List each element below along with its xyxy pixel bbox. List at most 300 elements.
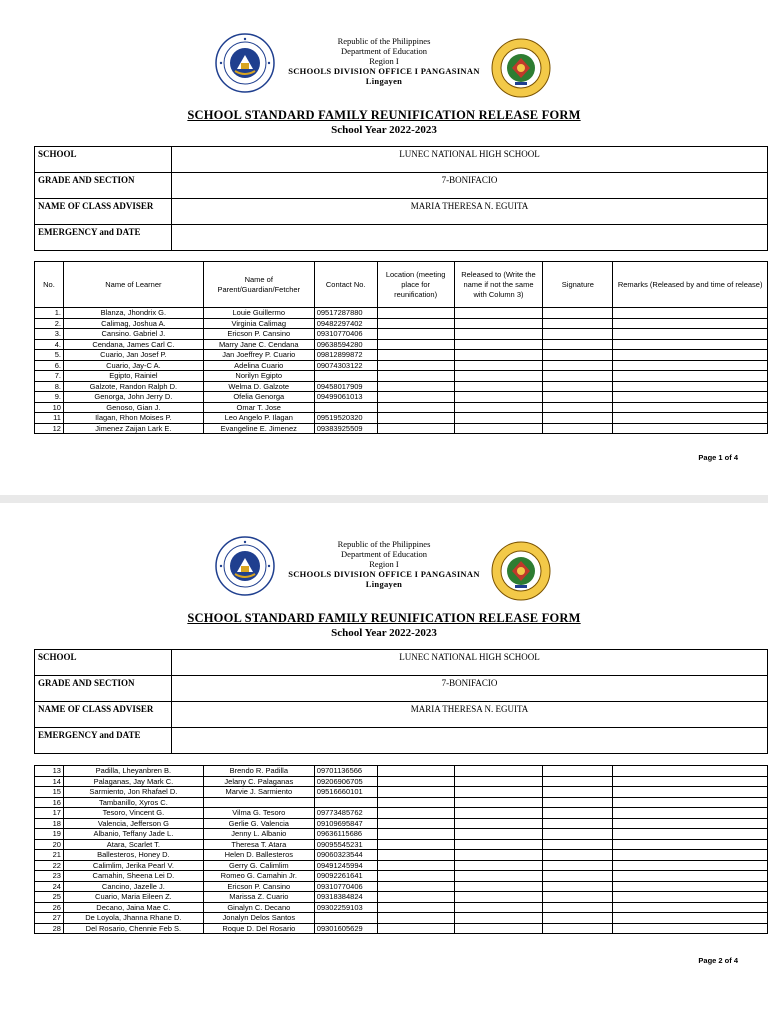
table-row: [35, 381, 768, 392]
signature-cell: [543, 797, 613, 808]
location-cell: [377, 797, 454, 808]
signature-cell: [543, 329, 613, 340]
signature-cell: [543, 860, 613, 871]
parent-name: Theresa T. Atara: [203, 839, 314, 850]
table-row: [35, 371, 768, 382]
adviser-value: MARIA THERESA N. EGUITA: [172, 702, 768, 728]
released-to-cell: [454, 797, 543, 808]
signature-cell: [543, 392, 613, 403]
learner-number: 20: [35, 839, 64, 850]
remarks-cell: [613, 871, 768, 882]
parent-name: Gerry G. Calimlim: [203, 860, 314, 871]
grade-label: GRADE AND SECTION: [35, 676, 172, 702]
adviser-label: NAME OF CLASS ADVISER: [35, 702, 172, 728]
location-cell: [377, 350, 454, 361]
location-cell: [377, 892, 454, 903]
document-page-1: [0, 0, 768, 495]
emergency-value: [172, 225, 768, 251]
signature-cell: [543, 808, 613, 819]
table-row: [35, 892, 768, 903]
remarks-cell: [613, 860, 768, 871]
table-row: [35, 402, 768, 413]
parent-name: Jelany C. Palaganas: [203, 776, 314, 787]
location-cell: [377, 402, 454, 413]
contact-number: 09636115686: [314, 829, 377, 840]
contact-number: 09499061013: [314, 392, 377, 403]
remarks-cell: [613, 808, 768, 819]
header-released-to: Released to (Write the name if not the same with Column 3): [454, 262, 543, 308]
table-row: [35, 776, 768, 787]
parent-name: Louie Guillermo: [203, 308, 314, 319]
header-learner: Name of Learner: [63, 262, 203, 308]
location-cell: [377, 318, 454, 329]
table-row: [35, 923, 768, 934]
document-page-2: [0, 503, 768, 1024]
location-cell: [377, 339, 454, 350]
learner-name: Jimenez Zaijan Lark E.: [63, 423, 203, 434]
learner-name: Egipto, Rainiel: [63, 371, 203, 382]
learner-number: 24: [35, 881, 64, 892]
class-info-table: [34, 649, 768, 754]
learner-name: Tesoro, Vincent G.: [63, 808, 203, 819]
parent-name: Jonalyn Delos Santos: [203, 913, 314, 924]
letterhead: [0, 536, 768, 606]
header-parent: Name of Parent/Guardian/Fetcher: [203, 262, 314, 308]
location-cell: [377, 818, 454, 829]
letterhead-division: SCHOOLS DIVISION OFFICE I PANGASINAN: [288, 66, 480, 76]
location-cell: [377, 329, 454, 340]
remarks-cell: [613, 829, 768, 840]
learner-number: 14: [35, 776, 64, 787]
released-to-cell: [454, 371, 543, 382]
table-row: [35, 808, 768, 819]
released-to-cell: [454, 360, 543, 371]
contact-number: 09701136566: [314, 766, 377, 777]
contact-number: 09074303122: [314, 360, 377, 371]
learner-number: 11: [35, 413, 64, 424]
released-to-cell: [454, 402, 543, 413]
letterhead-country: Republic of the Philippines: [337, 36, 431, 46]
school-value: LUNEC NATIONAL HIGH SCHOOL: [172, 147, 768, 173]
learner-number: 8.: [35, 381, 64, 392]
released-to-cell: [454, 787, 543, 798]
learner-number: 17: [35, 808, 64, 819]
learner-number: 5.: [35, 350, 64, 361]
released-to-cell: [454, 860, 543, 871]
learner-number: 15: [35, 787, 64, 798]
remarks-cell: [613, 923, 768, 934]
remarks-cell: [613, 776, 768, 787]
table-row: [35, 308, 768, 319]
school-row: [35, 650, 768, 676]
location-cell: [377, 913, 454, 924]
remarks-cell: [613, 787, 768, 798]
learner-name: Galzote, Randon Ralph D.: [63, 381, 203, 392]
learner-number: 9.: [35, 392, 64, 403]
contact-number: 09060323544: [314, 850, 377, 861]
released-to-cell: [454, 808, 543, 819]
learner-name: Calimlim, Jerika Pearl V.: [63, 860, 203, 871]
remarks-cell: [613, 818, 768, 829]
grade-row: [35, 676, 768, 702]
location-cell: [377, 829, 454, 840]
learner-number: 28: [35, 923, 64, 934]
signature-cell: [543, 881, 613, 892]
table-row: [35, 350, 768, 361]
released-to-cell: [454, 776, 543, 787]
emergency-row: [35, 728, 768, 754]
grade-value: 7-BONIFACIO: [172, 676, 768, 702]
letterhead: [0, 33, 768, 103]
signature-cell: [543, 923, 613, 934]
released-to-cell: [454, 766, 543, 777]
page-number: Page 1 of 4: [698, 453, 738, 462]
location-cell: [377, 766, 454, 777]
emergency-label: EMERGENCY and DATE: [35, 225, 172, 251]
table-row: [35, 818, 768, 829]
released-to-cell: [454, 318, 543, 329]
learner-number: 21: [35, 850, 64, 861]
learner-number: 26: [35, 902, 64, 913]
learner-roster-table: [34, 765, 768, 934]
table-row: [35, 318, 768, 329]
learner-number: 25: [35, 892, 64, 903]
contact-number: 09812899872: [314, 350, 377, 361]
emergency-value: [172, 728, 768, 754]
signature-cell: [543, 913, 613, 924]
remarks-cell: [613, 402, 768, 413]
learner-name: Cansino. Gabriel J.: [63, 329, 203, 340]
table-row: [35, 913, 768, 924]
signature-cell: [543, 402, 613, 413]
signature-cell: [543, 413, 613, 424]
letterhead-text: [240, 36, 528, 86]
adviser-row: [35, 199, 768, 225]
signature-cell: [543, 892, 613, 903]
header-no: No.: [35, 262, 64, 308]
class-info-table: [34, 146, 768, 251]
released-to-cell: [454, 923, 543, 934]
parent-name: Roque D. Del Rosario: [203, 923, 314, 934]
signature-cell: [543, 308, 613, 319]
learner-number: 10: [35, 402, 64, 413]
signature-cell: [543, 371, 613, 382]
signature-cell: [543, 776, 613, 787]
parent-name: Adelina Cuario: [203, 360, 314, 371]
contact-number: 09206906705: [314, 776, 377, 787]
signature-cell: [543, 339, 613, 350]
contact-number: 09310770406: [314, 881, 377, 892]
parent-name: Ofelia Genorga: [203, 392, 314, 403]
learner-name: Cuario, Jan Josef P.: [63, 350, 203, 361]
form-title: SCHOOL STANDARD FAMILY REUNIFICATION RELEASE FORM: [187, 611, 581, 625]
learner-number: 4.: [35, 339, 64, 350]
contact-number: [314, 913, 377, 924]
location-cell: [377, 860, 454, 871]
table-row: [35, 339, 768, 350]
learner-number: 6.: [35, 360, 64, 371]
learner-number: 16: [35, 797, 64, 808]
signature-cell: [543, 839, 613, 850]
table-row: [35, 839, 768, 850]
parent-name: Evangeline E. Jimenez: [203, 423, 314, 434]
division-seal-icon: [491, 541, 551, 601]
learner-number: 3.: [35, 329, 64, 340]
grade-row: [35, 173, 768, 199]
location-cell: [377, 423, 454, 434]
learner-name: Tambanillo, Xyros C.: [63, 797, 203, 808]
form-title: SCHOOL STANDARD FAMILY REUNIFICATION RELEASE FORM: [187, 108, 581, 122]
contact-number: 09318384824: [314, 892, 377, 903]
table-row: [35, 850, 768, 861]
learner-name: Palaganas, Jay Mark C.: [63, 776, 203, 787]
released-to-cell: [454, 892, 543, 903]
location-cell: [377, 839, 454, 850]
learner-roster-table: [34, 261, 768, 434]
remarks-cell: [613, 339, 768, 350]
letterhead-department: Department of Education: [341, 549, 427, 559]
learner-name: Blanza, Jhondrix G.: [63, 308, 203, 319]
letterhead-department: Department of Education: [341, 46, 427, 56]
remarks-cell: [613, 381, 768, 392]
table-row: [35, 360, 768, 371]
learner-name: Genoso, Gian J.: [63, 402, 203, 413]
emergency-label: EMERGENCY and DATE: [35, 728, 172, 754]
location-cell: [377, 360, 454, 371]
remarks-cell: [613, 892, 768, 903]
parent-name: Marry Jane C. Cendana: [203, 339, 314, 350]
remarks-cell: [613, 413, 768, 424]
contact-number: 09310770406: [314, 329, 377, 340]
released-to-cell: [454, 392, 543, 403]
released-to-cell: [454, 871, 543, 882]
remarks-cell: [613, 318, 768, 329]
signature-cell: [543, 381, 613, 392]
location-cell: [377, 871, 454, 882]
learner-name: Ilagan, Rhon Moises P.: [63, 413, 203, 424]
released-to-cell: [454, 818, 543, 829]
learner-name: Padilla, Lheyanbren B.: [63, 766, 203, 777]
remarks-cell: [613, 350, 768, 361]
letterhead-region: Region I: [369, 56, 399, 66]
released-to-cell: [454, 339, 543, 350]
signature-cell: [543, 423, 613, 434]
location-cell: [377, 808, 454, 819]
learner-name: Atara, Scarlet T.: [63, 839, 203, 850]
grade-value: 7-BONIFACIO: [172, 173, 768, 199]
remarks-cell: [613, 766, 768, 777]
parent-name: Marvie J. Sarmiento: [203, 787, 314, 798]
learner-name: Del Rosario, Chennie Feb S.: [63, 923, 203, 934]
letterhead-town: Lingayen: [365, 76, 403, 86]
table-row: [35, 329, 768, 340]
released-to-cell: [454, 850, 543, 861]
table-row: [35, 860, 768, 871]
header-contact: Contact No.: [314, 262, 377, 308]
contact-number: 09517287880: [314, 308, 377, 319]
roster-header-row: [35, 262, 768, 308]
location-cell: [377, 371, 454, 382]
location-cell: [377, 381, 454, 392]
table-row: [35, 797, 768, 808]
remarks-cell: [613, 371, 768, 382]
school-label: SCHOOL: [35, 650, 172, 676]
learner-number: 22: [35, 860, 64, 871]
contact-number: 09516660101: [314, 787, 377, 798]
parent-name: Welma D. Galzote: [203, 381, 314, 392]
division-seal-icon: [491, 38, 551, 98]
learner-number: 1.: [35, 308, 64, 319]
learner-number: 18: [35, 818, 64, 829]
parent-name: Jenny L. Albanio: [203, 829, 314, 840]
parent-name: Ginalyn C. Decano: [203, 902, 314, 913]
contact-number: 09109695847: [314, 818, 377, 829]
parent-name: Jan Joeffrey P. Cuario: [203, 350, 314, 361]
released-to-cell: [454, 413, 543, 424]
school-year: School Year 2022-2023: [331, 627, 437, 639]
contact-number: 09491245994: [314, 860, 377, 871]
learner-number: 2.: [35, 318, 64, 329]
remarks-cell: [613, 360, 768, 371]
learner-number: 27: [35, 913, 64, 924]
signature-cell: [543, 766, 613, 777]
signature-cell: [543, 360, 613, 371]
contact-number: 09773485762: [314, 808, 377, 819]
remarks-cell: [613, 308, 768, 319]
released-to-cell: [454, 829, 543, 840]
parent-name: Norilyn Egipto: [203, 371, 314, 382]
released-to-cell: [454, 839, 543, 850]
contact-number: 09095545231: [314, 839, 377, 850]
learner-name: De Loyola, Jhanna Rhane D.: [63, 913, 203, 924]
learner-name: Cuario, Maria Eileen Z.: [63, 892, 203, 903]
parent-name: Omar T. Jose: [203, 402, 314, 413]
learner-number: 19: [35, 829, 64, 840]
remarks-cell: [613, 839, 768, 850]
table-row: [35, 871, 768, 882]
location-cell: [377, 902, 454, 913]
header-location: Location (meeting place for reunification): [377, 262, 454, 308]
table-row: [35, 423, 768, 434]
remarks-cell: [613, 913, 768, 924]
released-to-cell: [454, 881, 543, 892]
learner-name: Genorga, John Jerry D.: [63, 392, 203, 403]
table-row: [35, 392, 768, 403]
adviser-label: NAME OF CLASS ADVISER: [35, 199, 172, 225]
released-to-cell: [454, 913, 543, 924]
school-label: SCHOOL: [35, 147, 172, 173]
location-cell: [377, 308, 454, 319]
letterhead-country: Republic of the Philippines: [337, 539, 431, 549]
location-cell: [377, 881, 454, 892]
table-row: [35, 902, 768, 913]
parent-name: Brendo R. Padilla: [203, 766, 314, 777]
location-cell: [377, 850, 454, 861]
learner-name: Cuario, Jay-C A.: [63, 360, 203, 371]
letterhead-town: Lingayen: [365, 579, 403, 589]
roster-body: [35, 766, 768, 934]
table-row: [35, 413, 768, 424]
learner-number: 23: [35, 871, 64, 882]
learner-name: Calimag, Joshua A.: [63, 318, 203, 329]
parent-name: Ericson P. Cansino: [203, 881, 314, 892]
learner-name: Valencia, Jefferson G: [63, 818, 203, 829]
contact-number: [314, 797, 377, 808]
adviser-value: MARIA THERESA N. EGUITA: [172, 199, 768, 225]
grade-label: GRADE AND SECTION: [35, 173, 172, 199]
contact-number: [314, 402, 377, 413]
signature-cell: [543, 818, 613, 829]
table-row: [35, 881, 768, 892]
location-cell: [377, 787, 454, 798]
parent-name: Vilma G. Tesoro: [203, 808, 314, 819]
signature-cell: [543, 902, 613, 913]
letterhead-text: [240, 539, 528, 589]
table-row: [35, 766, 768, 777]
released-to-cell: [454, 381, 543, 392]
contact-number: 09383925509: [314, 423, 377, 434]
header-signature: Signature: [543, 262, 613, 308]
table-row: [35, 829, 768, 840]
learner-number: 13: [35, 766, 64, 777]
released-to-cell: [454, 350, 543, 361]
table-row: [35, 787, 768, 798]
school-value: LUNEC NATIONAL HIGH SCHOOL: [172, 650, 768, 676]
signature-cell: [543, 318, 613, 329]
learner-name: Albanio, Teffany Jade L.: [63, 829, 203, 840]
signature-cell: [543, 829, 613, 840]
contact-number: 09638594280: [314, 339, 377, 350]
learner-name: Camahin, Sheena Lei D.: [63, 871, 203, 882]
contact-number: 09519520320: [314, 413, 377, 424]
learner-name: Cendana, James Carl C.: [63, 339, 203, 350]
location-cell: [377, 413, 454, 424]
letterhead-division: SCHOOLS DIVISION OFFICE I PANGASINAN: [288, 569, 480, 579]
signature-cell: [543, 871, 613, 882]
header-remarks: Remarks (Released by and time of release): [613, 262, 768, 308]
remarks-cell: [613, 881, 768, 892]
parent-name: Leo Angelo P. Ilagan: [203, 413, 314, 424]
released-to-cell: [454, 329, 543, 340]
parent-name: Gerlie G. Valencia: [203, 818, 314, 829]
contact-number: 09092261641: [314, 871, 377, 882]
contact-number: 09458017909: [314, 381, 377, 392]
learner-name: Ballesteros, Honey D.: [63, 850, 203, 861]
adviser-row: [35, 702, 768, 728]
released-to-cell: [454, 308, 543, 319]
location-cell: [377, 776, 454, 787]
remarks-cell: [613, 902, 768, 913]
parent-name: [203, 797, 314, 808]
parent-name: Romeo G. Camahin Jr.: [203, 871, 314, 882]
remarks-cell: [613, 392, 768, 403]
remarks-cell: [613, 797, 768, 808]
learner-name: Sarmiento, Jon Rhafael D.: [63, 787, 203, 798]
contact-number: [314, 371, 377, 382]
signature-cell: [543, 787, 613, 798]
roster-body: [35, 308, 768, 434]
learner-number: 7.: [35, 371, 64, 382]
learner-number: 12: [35, 423, 64, 434]
signature-cell: [543, 850, 613, 861]
signature-cell: [543, 350, 613, 361]
parent-name: Ericson P. Cansino: [203, 329, 314, 340]
parent-name: Helen D. Ballesteros: [203, 850, 314, 861]
learner-name: Cancino, Jazelle J.: [63, 881, 203, 892]
emergency-row: [35, 225, 768, 251]
contact-number: 09482297402: [314, 318, 377, 329]
page-number: Page 2 of 4: [698, 956, 738, 965]
